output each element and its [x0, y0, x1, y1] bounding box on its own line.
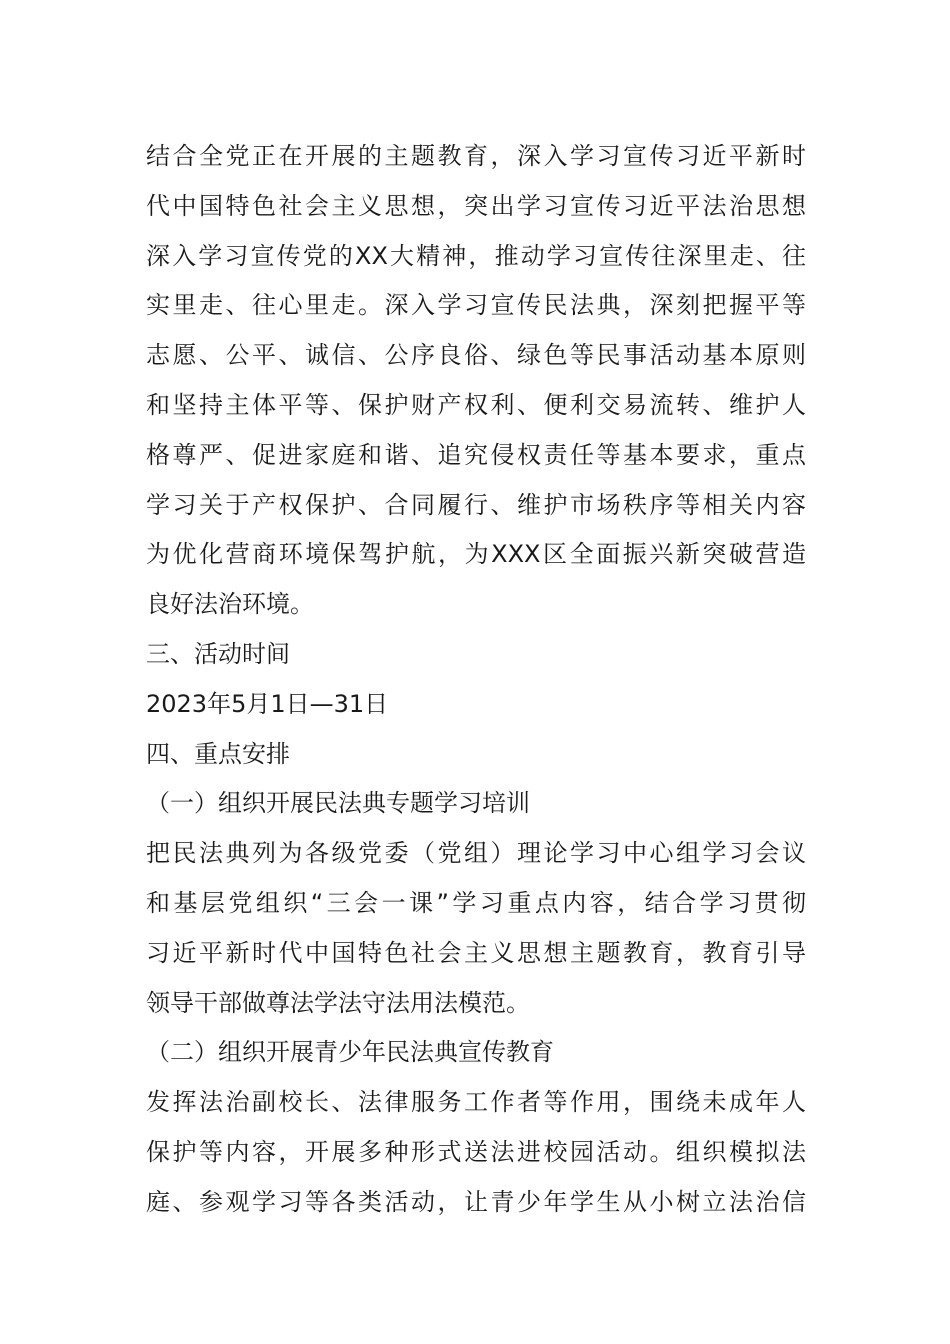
paragraph-line: 深入学习宣传党的XX大精神，推动学习宣传往深里走、往	[146, 241, 806, 270]
activity-date: 2023年5月1日—31日	[146, 689, 389, 718]
paragraph-line: 习近平新时代中国特色社会主义思想主题教育，教育引导	[146, 938, 806, 967]
paragraph-line: 领导干部做尊法学法守法用法模范。	[146, 988, 530, 1017]
paragraph-line: 把民法典列为各级党委（党组）理论学习中心组学习会议	[146, 839, 806, 868]
paragraph-line: 实里走、往心里走。深入学习宣传民法典，深刻把握平等	[146, 291, 806, 320]
paragraph-line: 志愿、公平、诚信、公序良俗、绿色等民事活动基本原则	[146, 341, 806, 370]
paragraph-line: 发挥法治副校长、法律服务工作者等作用，围绕未成年人	[146, 1088, 806, 1117]
paragraph-line: 良好法治环境。	[146, 590, 314, 619]
document-body	[146, 132, 806, 1228]
subsection-heading: （二）组织开展青少年民法典宣传教育	[146, 1038, 554, 1067]
paragraph-line: 结合全党正在开展的主题教育，深入学习宣传习近平新时	[146, 142, 806, 170]
paragraph-line: 为优化营商环境保驾护航，为XXX区全面振兴新突破营造	[146, 540, 806, 569]
subsection-heading: （一）组织开展民法典专题学习培训	[146, 789, 530, 818]
paragraph-line: 学习关于产权保护、合同履行、维护市场秩序等相关内容	[146, 490, 806, 519]
paragraph-line: 和基层党组织“三会一课”学习重点内容，结合学习贯彻	[146, 888, 806, 917]
section-heading: 四、重点安排	[146, 739, 290, 768]
paragraph-line: 保护等内容，开展多种形式送法进校园活动。组织模拟法	[146, 1137, 806, 1166]
paragraph-line: 庭、参观学习等各类活动，让青少年学生从小树立法治信	[146, 1187, 806, 1216]
paragraph-line: 格尊严、促进家庭和谐、追究侵权责任等基本要求，重点	[146, 440, 806, 469]
paragraph-line: 代中国特色社会主义思想，突出学习宣传习近平法治思想	[146, 191, 806, 220]
section-heading: 三、活动时间	[146, 639, 290, 668]
paragraph-line: 和坚持主体平等、保护财产权利、便利交易流转、维护人	[146, 390, 806, 419]
